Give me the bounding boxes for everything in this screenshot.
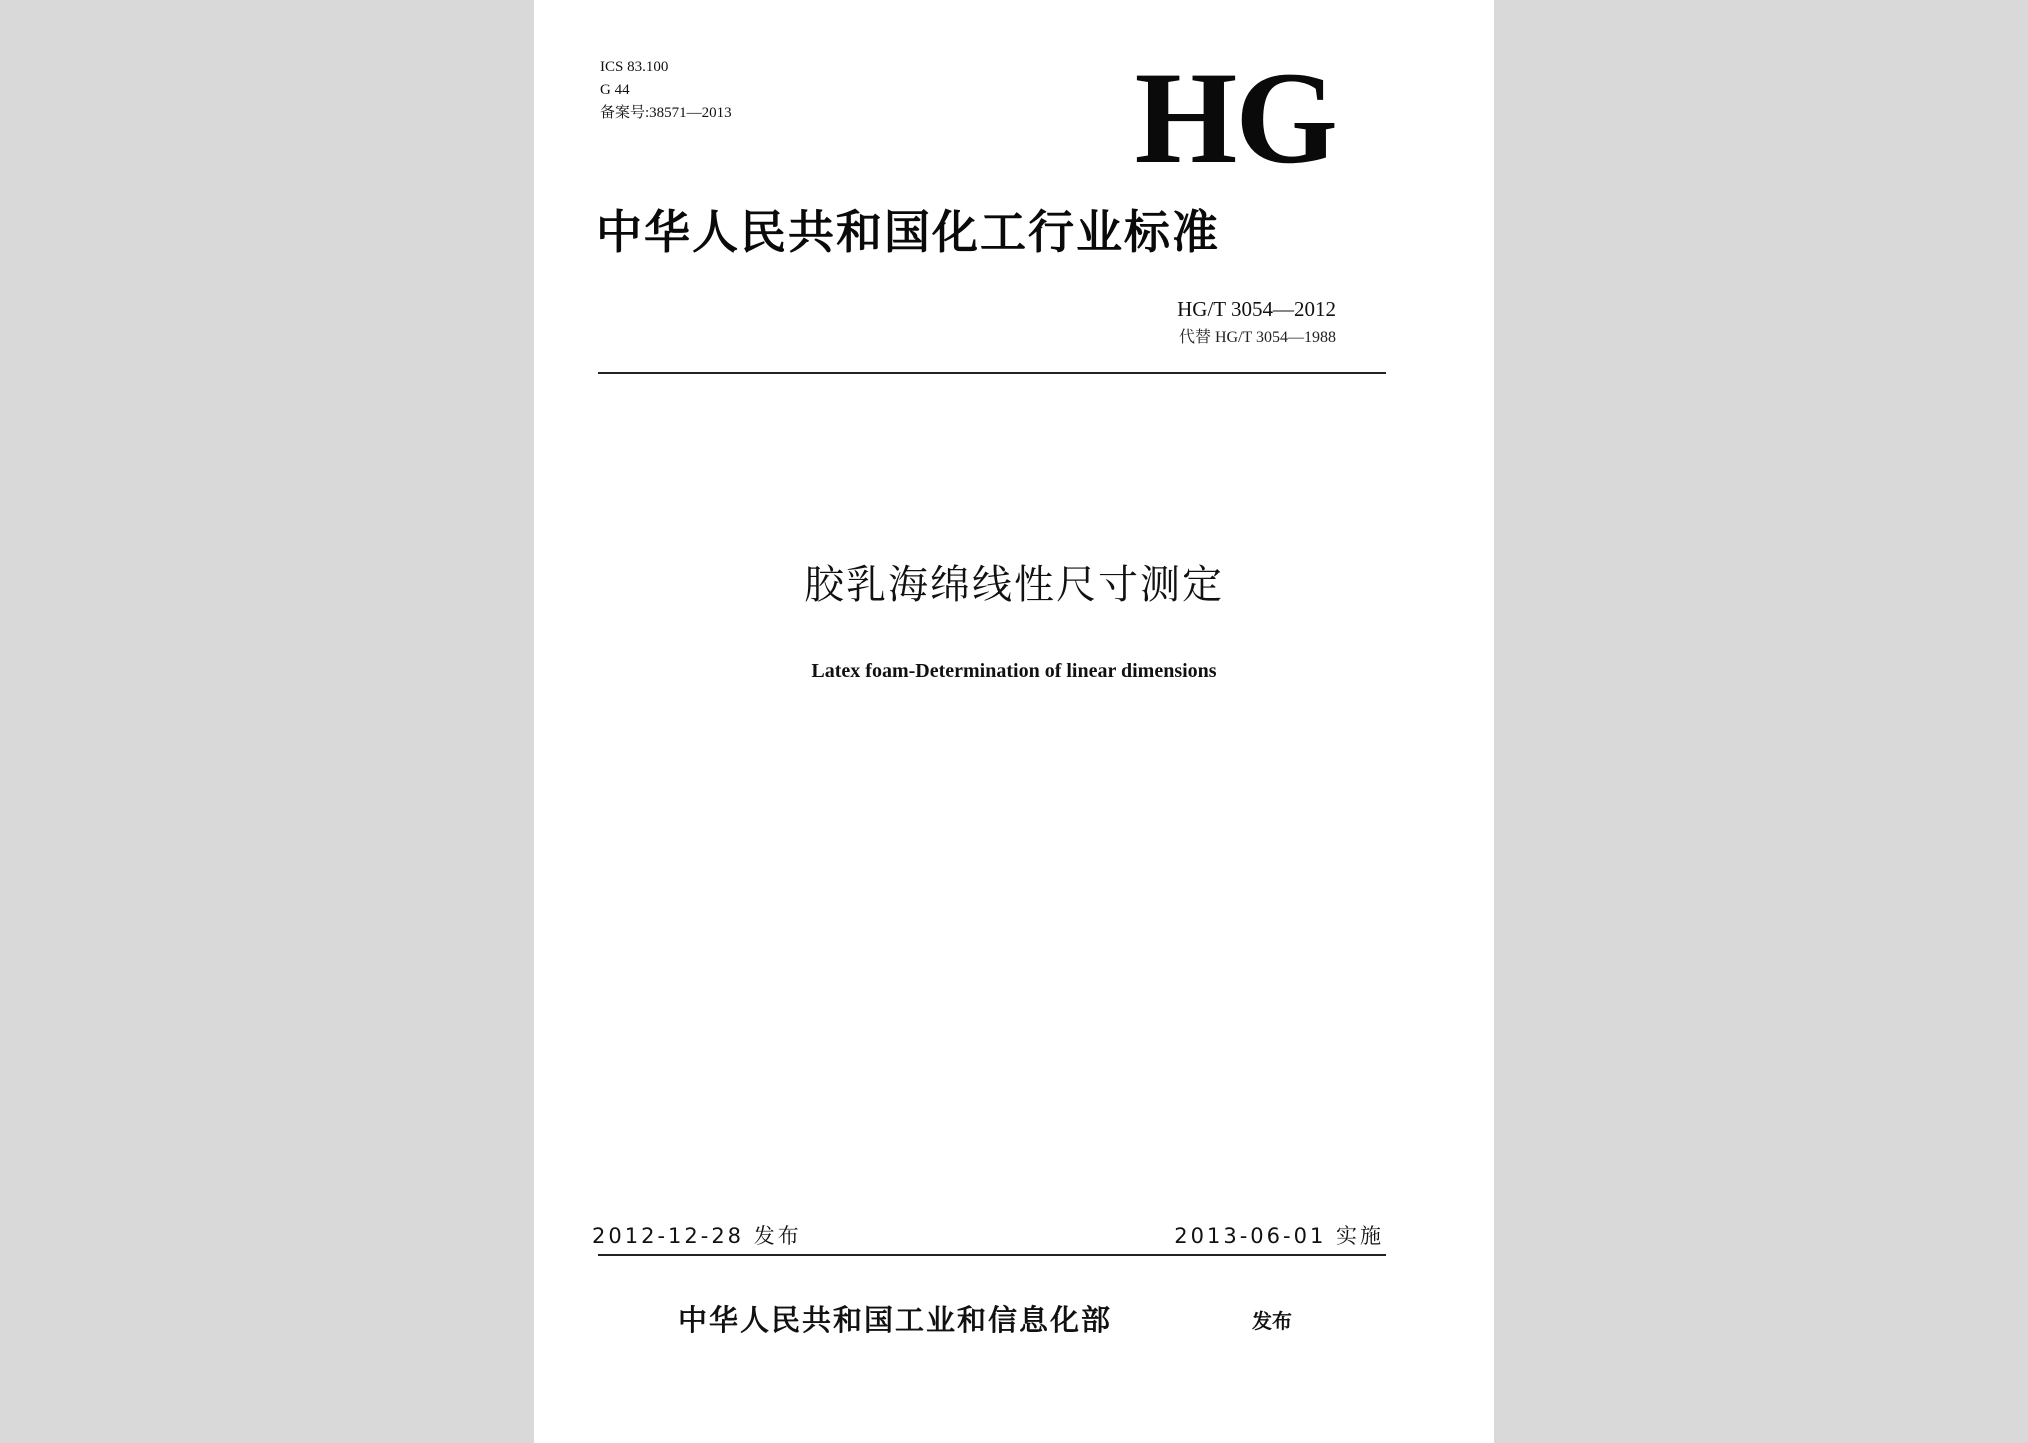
organization-title: 中华人民共和国化工行业标准: [596, 205, 1220, 259]
publisher-name: 中华人民共和国工业和信息化部: [678, 1303, 1113, 1337]
header-divider: [598, 372, 1386, 374]
document-page: [534, 0, 1494, 1443]
classification-block: [600, 56, 732, 125]
replaces-standard: 代替 HG/T 3054—1988: [1178, 329, 1336, 346]
standard-number: HG/T 3054—2012: [1177, 297, 1336, 321]
publisher-suffix: 发布: [1252, 1309, 1292, 1333]
ics-code: ICS 83.100: [600, 59, 669, 75]
issue-date: 2012-12-28 发布: [592, 1224, 802, 1248]
footer-divider: [598, 1254, 1386, 1256]
document-title-cn: 胶乳海绵线性尺寸测定: [804, 562, 1224, 608]
document-title-en: Latex foam-Determination of linear dimensions: [811, 660, 1217, 682]
hg-logo: HG: [1134, 44, 1336, 191]
effective-date: 2013-06-01 实施: [1174, 1224, 1384, 1248]
ccs-code: G 44: [600, 82, 630, 98]
record-number: 备案号:38571—2013: [600, 105, 732, 121]
